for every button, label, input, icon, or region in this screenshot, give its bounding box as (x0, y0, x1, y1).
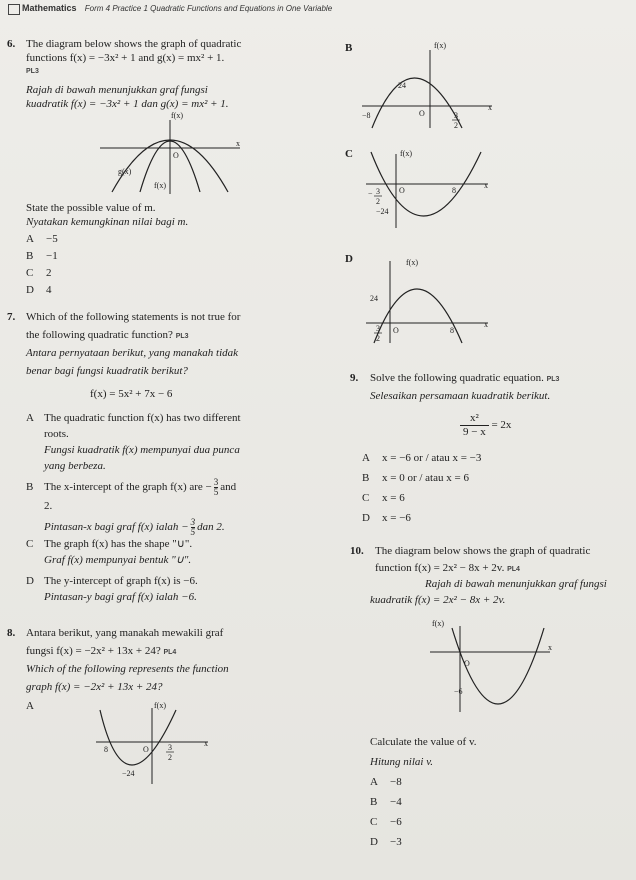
q7-number: 7. (7, 311, 16, 323)
q6-option-a[interactable]: A −5 (26, 233, 58, 245)
svg-text:8: 8 (104, 745, 108, 754)
q10-option-d[interactable]: D −3 (370, 836, 402, 848)
svg-text:3: 3 (168, 743, 172, 752)
svg-text:x: x (484, 181, 488, 190)
svg-text:3: 3 (376, 324, 380, 333)
q7-option-c[interactable]: C The graph f(x) has the shape "∪". Graf f(x) mempunyai bentuk "∪". (26, 538, 193, 566)
svg-text:3: 3 (454, 111, 458, 120)
header-title: Form 4 Practice 1 Quadratic Functions and Equations in One Variable (84, 4, 333, 13)
q9-number: 9. (350, 372, 359, 384)
svg-text:O: O (399, 186, 405, 195)
q6-prompt-ms: Nyatakan kemungkinan nilai bagi m. (26, 216, 189, 228)
q6-option-b-graph[interactable] (362, 40, 502, 130)
svg-text:f(x): f(x) (400, 149, 412, 158)
q9-ms1: Selesaikan persamaan kuadratik berikut. (370, 390, 551, 402)
svg-text:f(x): f(x) (406, 258, 418, 267)
q7-ms1: Antara pernyataan berikut, yang manakah tidak (26, 347, 239, 359)
q6-option-c[interactable]: C 2 (26, 267, 52, 279)
q7-line1: Which of the following statements is not true for (26, 311, 241, 323)
q6-number: 6. (7, 38, 16, 50)
header-subject: Mathematics (22, 3, 77, 13)
svg-text:f(x): f(x) (432, 619, 444, 628)
svg-text:2: 2 (376, 197, 380, 206)
q6-tag: PL3 (26, 68, 39, 75)
q10-prompt: Calculate the value of v. (370, 736, 477, 748)
q6-gx-label: g(x) (118, 167, 132, 176)
svg-text:O: O (464, 659, 470, 668)
q6-option-d-graph[interactable] (366, 255, 496, 345)
q6-line2: functions f(x) = −3x² + 1 and g(x) = mx² + 1. (26, 52, 225, 64)
q7-option-a[interactable]: A The quadratic function f(x) has two different roots. Fungsi kuadratik f(x) mempunyai dua punca yang berbeza. (26, 412, 241, 472)
svg-text:−24: −24 (122, 769, 135, 778)
svg-text:2: 2 (376, 334, 380, 343)
q10-option-b[interactable]: B −4 (370, 796, 402, 808)
svg-text:O: O (393, 326, 399, 335)
q9-line1: Solve the following quadratic equation. PL3 (370, 372, 560, 384)
q10-line2: function f(x) = 2x² − 8x + 2v. PL4 (375, 562, 520, 574)
q7-option-b[interactable]: B The x-intercept of the graph f(x) are − $\frac{3}{5}$ and 2. Pintasan-x bagi graf f(x) ialah − $\frac{3}{5}$ dan 2. (26, 477, 237, 537)
q6-graph-d-letter: D (345, 253, 353, 265)
q6-prompt: State the possible value of m. (26, 202, 156, 214)
svg-text:2: 2 (454, 121, 458, 130)
q8-line1: Antara berikut, yang manakah mewakili graf (26, 627, 224, 639)
svg-text:x: x (488, 103, 492, 112)
svg-text:O: O (419, 109, 425, 118)
q6-ms2: kuadratik f(x) = −3x² + 1 dan g(x) = mx² + 1. (26, 98, 229, 110)
q6-graph-b-letter: B (345, 42, 353, 54)
svg-text:O: O (143, 745, 149, 754)
q7-option-d[interactable]: D The y-intercept of graph f(x) is −6. Pintasan-y bagi graf f(x) ialah −6. (26, 575, 198, 603)
q8-option-a-letter: A (26, 700, 34, 712)
svg-text:−8: −8 (362, 111, 371, 120)
svg-text:24: 24 (398, 81, 406, 90)
svg-text:3: 3 (376, 187, 380, 196)
q7-function: f(x) = 5x² + 7x − 6 (90, 388, 173, 400)
q6-fx-curve-label: f(x) (154, 181, 166, 190)
svg-text:8: 8 (450, 326, 454, 335)
q9-option-d[interactable]: D x = −6 (362, 512, 411, 524)
q6-graph (100, 112, 250, 197)
q6-option-b[interactable]: B −1 (26, 250, 58, 262)
q10-ms2: kuadratik f(x) = 2x² − 8x + 2v. (370, 594, 506, 606)
q6-graph-c-letter: C (345, 148, 353, 160)
svg-text:x: x (484, 320, 488, 329)
q6-ms1: Rajah di bawah menunjukkan graf fungsi (26, 84, 208, 96)
q6-option-c-graph[interactable] (366, 148, 496, 233)
svg-text:2: 2 (168, 753, 172, 762)
svg-text:−24: −24 (376, 207, 389, 216)
q10-line1: The diagram below shows the graph of quadratic (375, 545, 591, 557)
q6-x-label: x (236, 139, 240, 148)
svg-text:8: 8 (452, 186, 456, 195)
q7-line2: the following quadratic function? PL3 (26, 329, 189, 341)
q10-option-c[interactable]: C −6 (370, 816, 402, 828)
document-icon (8, 4, 20, 15)
q7-ms2: benar bagi fungsi kuadratik berikut? (26, 365, 188, 377)
q8-number: 8. (7, 627, 16, 639)
q10-ms1: Rajah di bawah menunjukkan graf fungsi (425, 578, 607, 590)
q10-prompt-ms: Hitung nilai v. (370, 756, 434, 768)
svg-text:24: 24 (370, 294, 378, 303)
q10-option-a[interactable]: A −8 (370, 776, 402, 788)
svg-text:f(x): f(x) (434, 41, 446, 50)
q8-en2: graph f(x) = −2x² + 13x + 24? (26, 681, 163, 693)
q10-number: 10. (350, 545, 364, 557)
svg-text:x: x (204, 739, 208, 748)
q6-o-label: O (173, 151, 179, 160)
q9-option-b[interactable]: B x = 0 or / atau x = 6 (362, 472, 469, 484)
q10-graph (430, 620, 560, 715)
q9-option-a[interactable]: A x = −6 or / atau x = −3 (362, 452, 482, 464)
q6-fx-label: f(x) (171, 111, 183, 120)
q6-option-d[interactable]: D 4 (26, 284, 52, 296)
svg-text:−: − (368, 189, 373, 198)
svg-text:−6: −6 (454, 687, 463, 696)
svg-text:x: x (548, 643, 552, 652)
svg-text:f(x): f(x) (154, 701, 166, 710)
q9-option-c[interactable]: C x = 6 (362, 492, 405, 504)
q8-line2: fungsi f(x) = −2x² + 13x + 24? PL4 (26, 645, 177, 657)
q6-line1: The diagram below shows the graph of quadratic (26, 38, 242, 50)
q8-en1: Which of the following represents the function (26, 663, 229, 675)
q9-equation: $\frac{\text{x²}}{9 - x}$ = 2x (460, 412, 511, 439)
page-header (22, 3, 332, 13)
q8-option-a-graph[interactable] (96, 700, 216, 790)
